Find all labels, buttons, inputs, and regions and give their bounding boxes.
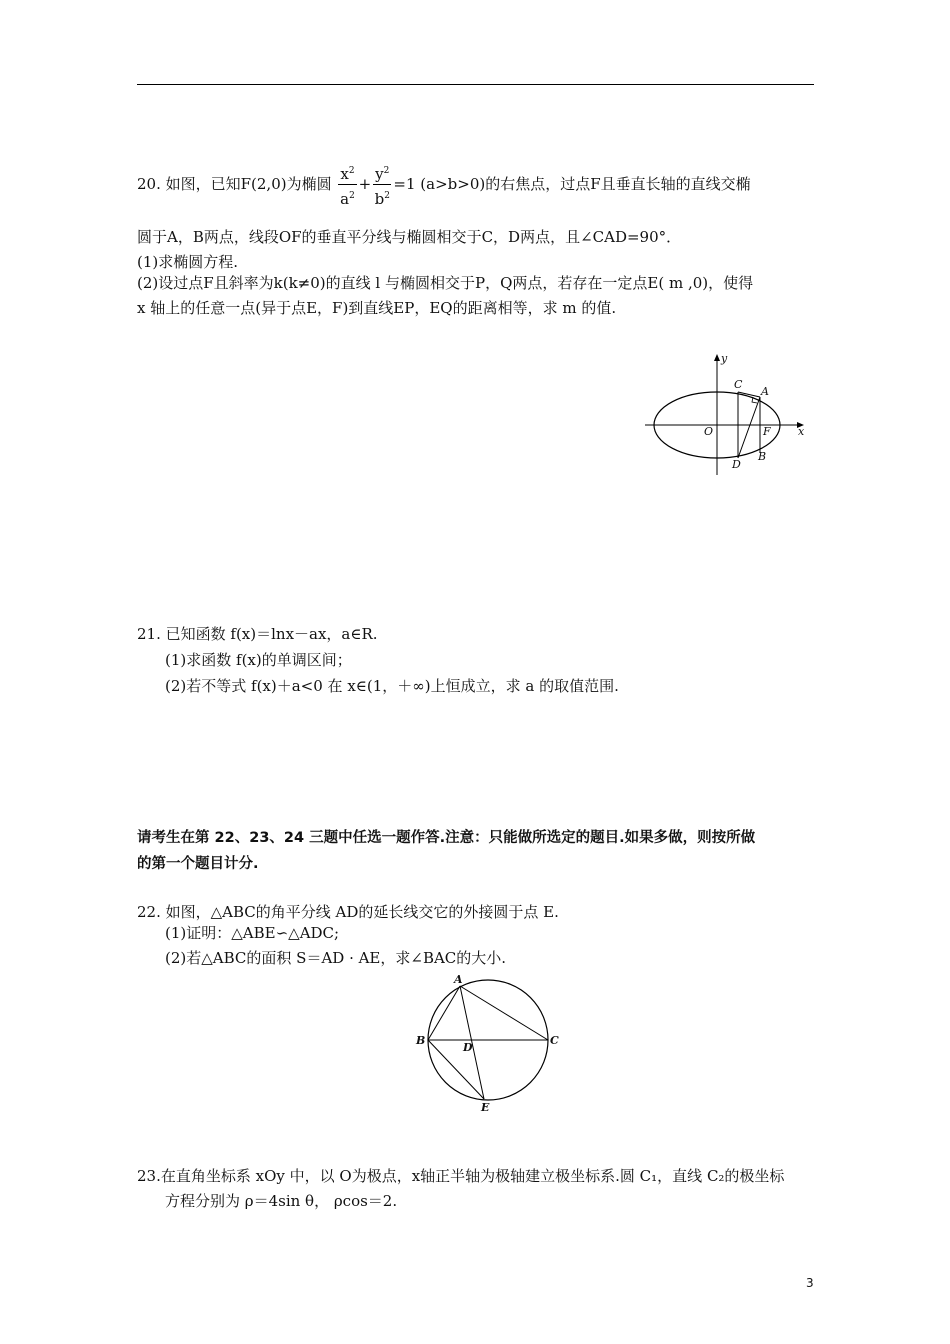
q22-line2: (1)证明：△ABE∽△ADC; bbox=[165, 924, 340, 942]
q21-line3: (2)若不等式 f(x)＋a<0 在 x∈(1，＋∞)上恒成立，求 a 的取值范围. bbox=[165, 677, 619, 695]
q23-line2: 方程分别为 ρ＝4sin θ， ρcos＝2. bbox=[165, 1192, 398, 1210]
q20-prefix: 20. 如图，已知F(2,0)为椭圆 bbox=[137, 175, 332, 193]
fig20-label-B: B bbox=[758, 450, 767, 463]
q21-line1: 21. 已知函数 f(x)＝lnx－ax，a∈R. bbox=[137, 625, 378, 643]
q22-line3: (2)若△ABC的面积 S＝AD · AE，求∠BAC的大小. bbox=[165, 949, 507, 967]
fig20-label-F: F bbox=[763, 425, 771, 438]
fig22-label-B: B bbox=[416, 1034, 426, 1047]
notice-line2: 的第一个题目计分. bbox=[137, 856, 259, 872]
fig20-label-A: A bbox=[761, 385, 769, 398]
page-number: 3 bbox=[806, 1276, 814, 1290]
q20-fraction-x: $\frac{x^2}{a^2}$ bbox=[338, 161, 356, 210]
fig20-label-y: y bbox=[721, 352, 728, 365]
circle-figure bbox=[410, 972, 570, 1117]
fig22-label-C: C bbox=[550, 1034, 559, 1047]
notice-line1: 请考生在第 22、23、24 三题中任选一题作答.注意：只能做所选定的题目.如果多做，则按所做 bbox=[137, 830, 756, 846]
q20-equals: =1 bbox=[393, 175, 416, 193]
q20-plus: + bbox=[358, 175, 372, 193]
q20-line3: (1)求椭圆方程. bbox=[137, 253, 239, 271]
fig20-label-D: D bbox=[732, 458, 741, 471]
ellipse-figure bbox=[640, 350, 810, 480]
q20-fraction-y: $\frac{y^2}{b^2}$ bbox=[373, 161, 391, 210]
header-rule bbox=[137, 84, 814, 85]
fig22-label-E: E bbox=[481, 1101, 490, 1114]
fig20-label-x: x bbox=[798, 425, 805, 438]
q20-line1 bbox=[137, 160, 751, 210]
q20-line5: x 轴上的任意一点(异于点E，F)到直线EP，EQ的距离相等，求 m 的值. bbox=[137, 299, 617, 317]
fig22-label-D: D bbox=[463, 1041, 473, 1054]
fig20-label-O: O bbox=[704, 425, 714, 438]
fig20-label-C: C bbox=[734, 378, 743, 391]
fig22-label-A: A bbox=[454, 973, 463, 986]
q20-suffix: (a>b>0)的右焦点，过点F且垂直长轴的直线交椭 bbox=[420, 175, 751, 193]
q21-line2: (1)求函数 f(x)的单调区间； bbox=[165, 651, 352, 669]
q22-line1: 22. 如图，△ABC的角平分线 AD的延长线交它的外接圆于点 E. bbox=[137, 903, 559, 921]
q23-line1: 23.在直角坐标系 xOy 中，以 O为极点，x轴正半轴为极轴建立极坐标系.圆 C₁，直线 C₂的极坐标 bbox=[137, 1167, 785, 1185]
q20-line2: 圆于A，B两点，线段OF的垂直平分线与椭圆相交于C，D两点，且∠CAD=90°． bbox=[137, 228, 682, 246]
q20-line4: (2)设过点F且斜率为k(k≠0)的直线 l 与椭圆相交于P，Q两点，若存在一定点E( m ,0)，使得 bbox=[137, 274, 754, 292]
